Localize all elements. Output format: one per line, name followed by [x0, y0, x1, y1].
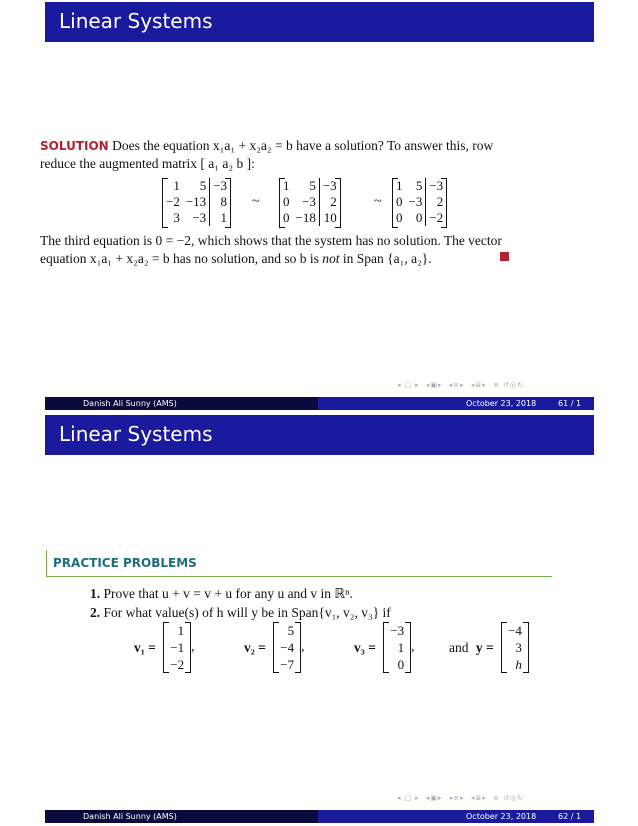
footer-page: 62 / 1 — [558, 812, 582, 821]
conclusion-line1: The third equation is 0 = −2, which shows that the system has no solution. The vector — [40, 233, 502, 248]
beamer-navigation[interactable] — [397, 381, 592, 391]
footer-date: October 23, 2018 — [466, 812, 537, 821]
problem-1-number: 1. — [90, 586, 101, 601]
v3-label: v₃ = — [354, 639, 376, 655]
augmented-matrix-1: 1 5 −3 −2 −13 8 3 −3 1 — [162, 178, 231, 228]
frame-icon[interactable]: □ — [404, 381, 413, 389]
vector-v1-group: v₁ = 1 −1 −2 , — [134, 623, 195, 672]
slide-title-bar — [45, 2, 594, 42]
section-icon[interactable]: ◂▣▸ — [425, 794, 443, 802]
augmented-matrix-2: 1 5 −3 0 −3 2 0 −18 10 — [279, 178, 341, 228]
conclusion-not: not — [322, 251, 340, 266]
slide-title: Linear Systems — [59, 422, 213, 446]
slide-title-bar — [45, 415, 594, 455]
prev-icon[interactable]: ◂ — [397, 794, 402, 802]
subsection-icon[interactable]: ◂≡▸ — [448, 381, 465, 389]
problem-1-text: Prove that u + v = v + u for any u and v in ℝⁿ. — [103, 586, 353, 601]
vector-y-group — [449, 622, 529, 680]
footer-date: October 23, 2018 — [466, 399, 537, 408]
problem-2-text: For what value(s) of h will y be in Span{v₁, v₂, v₃} if — [103, 605, 391, 620]
footer-page: 61 / 1 — [558, 399, 582, 408]
align-icon[interactable]: ◂≣▸ — [470, 381, 487, 389]
next-icon[interactable]: ▸ — [415, 381, 420, 389]
prev-icon[interactable]: ◂ — [397, 381, 402, 389]
solution-line1: Does the equation x₁a₁ + x₂a₂ = b have a solution? To answer this, row — [112, 138, 494, 153]
vector-v2-group: v₂ = 5 −4 −7 , — [244, 623, 305, 672]
footer-author: Danish Ali Sunny (AMS) — [83, 399, 177, 408]
search-icon[interactable]: ≡ ↺◎↻ — [493, 794, 524, 802]
vector-v3: −3 1 0 — [383, 622, 411, 673]
footer-author: Danish Ali Sunny (AMS) — [83, 812, 177, 821]
practice-heading: PRACTICE PROBLEMS — [53, 556, 197, 570]
slide-footer — [45, 397, 594, 410]
v1-label: v₁ = — [134, 639, 156, 655]
v2-label: v₂ = — [244, 639, 266, 655]
solution-keyword: SOLUTION — [40, 139, 109, 153]
conclusion-text — [40, 232, 515, 268]
problem-2 — [90, 605, 391, 621]
solution-line2: reduce the augmented matrix [ a₁ a₂ b ]: — [40, 156, 255, 171]
subsection-icon[interactable]: ◂≡▸ — [448, 794, 465, 802]
slide-title: Linear Systems — [59, 9, 213, 33]
next-icon[interactable]: ▸ — [415, 794, 420, 802]
qed-square-icon — [500, 252, 509, 261]
vector-v3-group: v₃ = −3 1 0 , — [354, 623, 415, 672]
conclusion-line2b: in Span {a₁, a₂}. — [339, 251, 432, 266]
vector-v1: 1 −1 −2 — [163, 622, 191, 673]
vector-v2: 5 −4 −7 — [273, 622, 301, 673]
augmented-matrix-3: 1 5 −3 0 −3 2 0 0 −2 — [392, 178, 447, 228]
problem-2-number: 2. — [90, 605, 101, 620]
vector-y: −4 3 h — [501, 622, 529, 673]
y-label: y = — [475, 639, 494, 655]
solution-text — [40, 137, 515, 173]
frame-icon[interactable]: □ — [404, 794, 413, 802]
tilde-symbol: ~ — [374, 194, 382, 209]
and-word: and — [449, 639, 469, 655]
practice-problems-header — [46, 550, 552, 577]
conclusion-line2a: equation x₁a₁ + x₂a₂ = b has no solution, and so b is — [40, 251, 323, 266]
search-icon[interactable]: ≡ ↺◎↻ — [493, 381, 524, 389]
slide-footer — [45, 810, 594, 823]
section-icon[interactable]: ◂▣▸ — [425, 381, 443, 389]
problem-1 — [90, 586, 353, 602]
beamer-navigation[interactable] — [397, 794, 592, 804]
tilde-symbol: ~ — [252, 194, 260, 209]
align-icon[interactable]: ◂≣▸ — [470, 794, 487, 802]
